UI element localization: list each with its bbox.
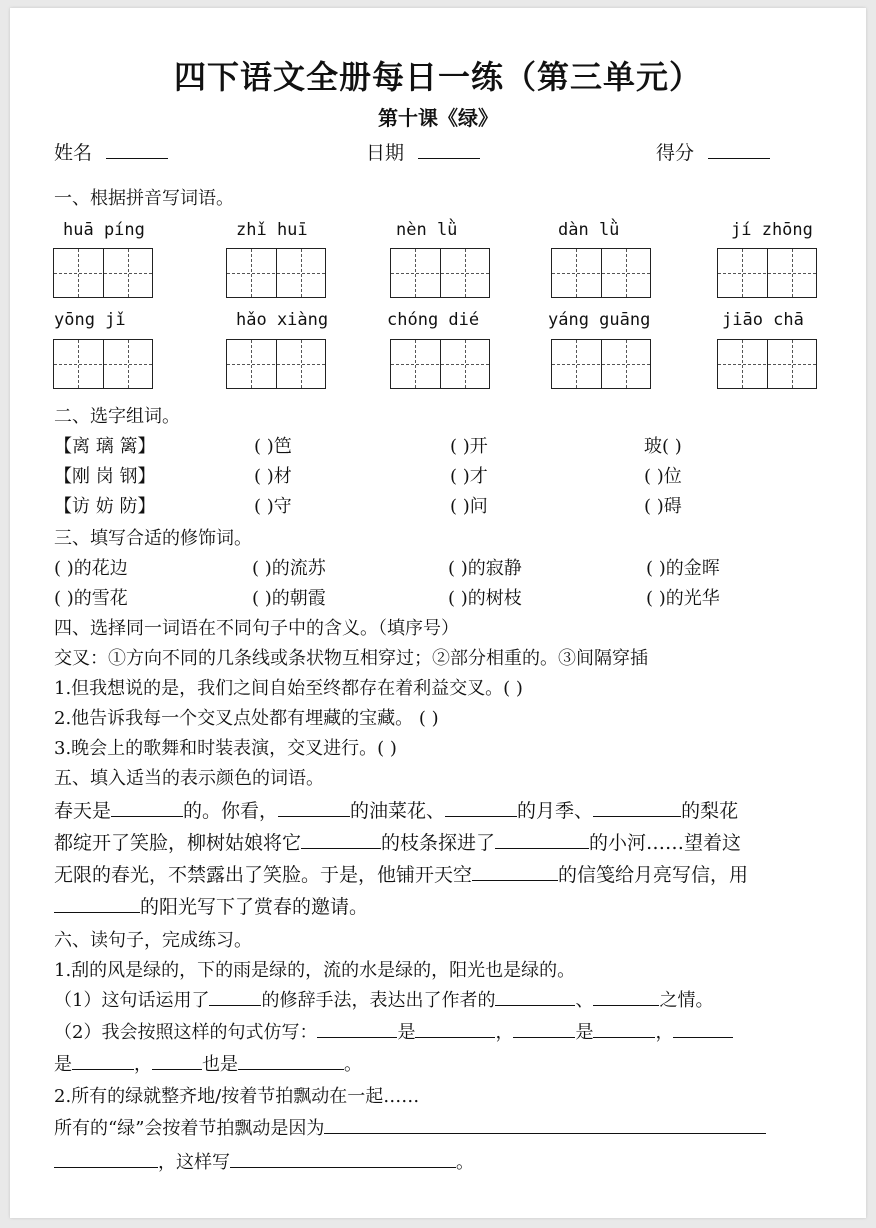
word-blank[interactable]: ( )材 (254, 466, 292, 487)
passage-text: 都绽开了笑脸，柳树姑娘将它 (54, 832, 302, 854)
passage-text: 的油菜花、 (350, 800, 446, 822)
pinyin-label: dàn lǜ (558, 220, 620, 240)
effect-blank[interactable] (230, 1149, 456, 1168)
writing-grid[interactable] (551, 248, 651, 298)
modifier-blank[interactable]: ( )的树枝 (448, 588, 522, 609)
modifier-blank[interactable]: ( )的光华 (646, 588, 720, 609)
sentence-text: 1.刮的风是绿的，下的雨是绿的，流的水是绿的，阳光也是绿的。 (54, 960, 576, 981)
word-blank[interactable]: ( )守 (254, 496, 292, 517)
writing-grid[interactable] (717, 248, 817, 298)
question-text: 也是 (202, 1054, 238, 1075)
date-label: 日期 (366, 142, 405, 164)
writing-grid[interactable] (717, 339, 817, 389)
imitation-blank[interactable] (317, 1019, 397, 1038)
question-text: ， (655, 1022, 674, 1043)
pinyin-label: jí zhōng (731, 220, 813, 240)
word-blank[interactable]: ( )开 (450, 436, 488, 457)
question-line (54, 1018, 733, 1044)
word-blank[interactable]: ( )碍 (644, 496, 682, 517)
question-text: ，这样写 (158, 1152, 230, 1173)
question-text: 是 (397, 1022, 416, 1043)
writing-grid[interactable] (53, 248, 153, 298)
imitation-blank[interactable] (238, 1051, 344, 1070)
passage-text: 的信笺给月亮写信，用 (558, 864, 749, 886)
pinyin-label: hǎo xiàng (236, 310, 329, 330)
color-blank[interactable] (54, 894, 140, 913)
question-item[interactable]: 3.晚会上的歌舞和时装表演，交叉进行。( ) (54, 738, 397, 759)
question-line (54, 1148, 474, 1174)
passage-text: 春天是 (54, 800, 112, 822)
word-blank[interactable]: ( )笆 (254, 436, 292, 457)
color-blank[interactable] (278, 798, 350, 817)
question-text: 所有的“绿”会按着节拍飘动是因为 (54, 1118, 325, 1139)
question-text: ， (495, 1022, 514, 1043)
imitation-blank[interactable] (673, 1019, 733, 1038)
date-blank[interactable] (418, 140, 480, 159)
name-label: 姓名 (54, 142, 93, 164)
modifier-blank[interactable]: ( )的花边 (54, 558, 128, 579)
question-text: 是 (54, 1054, 72, 1075)
lesson-subtitle: 第十课《绿》 (378, 106, 498, 130)
section-2-heading: 二、选字组词。 (54, 406, 180, 427)
pinyin-label: chóng dié (387, 310, 480, 330)
sentence-text: 2.所有的绿就整齐地/按着节拍飘动在一起…… (54, 1086, 420, 1107)
emotion-blank[interactable] (495, 987, 575, 1006)
modifier-blank[interactable]: ( )的朝霞 (252, 588, 326, 609)
color-blank[interactable] (111, 798, 183, 817)
passage-text: 的枝条探进了 (381, 832, 496, 854)
modifier-blank[interactable]: ( )的雪花 (54, 588, 128, 609)
score-blank[interactable] (708, 140, 770, 159)
char-group: 【离 璃 篱】 (54, 436, 156, 457)
word-blank[interactable]: ( )才 (450, 466, 488, 487)
color-blank[interactable] (445, 798, 517, 817)
imitation-blank[interactable] (415, 1019, 495, 1038)
writing-grid[interactable] (390, 248, 490, 298)
section-3-heading: 三、填写合适的修饰词。 (54, 528, 252, 549)
score-label: 得分 (656, 142, 695, 164)
date-field (366, 138, 480, 165)
color-blank[interactable] (301, 830, 381, 849)
section-5-heading: 五、填入适当的表示颜色的词语。 (54, 768, 324, 789)
writing-grid[interactable] (390, 339, 490, 389)
reason-blank[interactable] (54, 1149, 158, 1168)
char-group: 【刚 岗 钢】 (54, 466, 156, 487)
question-item[interactable]: 2.他告诉我每一个交叉点处都有埋藏的宝藏。 ( ) (54, 708, 439, 729)
color-passage-line (54, 892, 368, 919)
question-text: 。 (344, 1054, 362, 1075)
pinyin-label: yáng guāng (548, 310, 651, 330)
pinyin-label: zhǐ huī (236, 220, 308, 240)
question-text: （1）这句话运用了 (54, 990, 210, 1011)
question-line (54, 1114, 766, 1140)
color-passage-line (54, 828, 741, 855)
imitation-blank[interactable] (593, 1019, 655, 1038)
passage-text: 无限的春光，不禁露出了笑脸。于是，他铺开天空 (54, 864, 473, 886)
worksheet-page (10, 8, 866, 1218)
passage-text: 的阳光写下了赏春的邀请。 (140, 896, 369, 918)
passage-text: 的梨花 (681, 800, 739, 822)
passage-text: 的月季、 (517, 800, 594, 822)
color-blank[interactable] (495, 830, 589, 849)
word-blank[interactable]: 玻( ) (644, 436, 682, 457)
section-1-heading: 一、根据拼音写词语。 (54, 188, 234, 209)
color-passage-line (54, 796, 738, 823)
imitation-blank[interactable] (513, 1019, 575, 1038)
question-text: ， (134, 1054, 152, 1075)
emotion-blank[interactable] (593, 987, 659, 1006)
modifier-blank[interactable]: ( )的流苏 (252, 558, 326, 579)
modifier-blank[interactable]: ( )的金晖 (646, 558, 720, 579)
pinyin-label: nèn lǜ (396, 220, 458, 240)
question-text: 。 (456, 1152, 474, 1173)
question-text: 、 (575, 990, 594, 1011)
imitation-blank[interactable] (152, 1051, 202, 1070)
writing-grid[interactable] (226, 339, 326, 389)
word-blank[interactable]: ( )问 (450, 496, 488, 517)
passage-text: 的。你看， (183, 800, 279, 822)
pinyin-label: yōng jǐ (54, 310, 126, 330)
char-group: 【访 妨 防】 (54, 496, 156, 517)
writing-grid[interactable] (53, 339, 153, 389)
pinyin-label: jiāo chā (722, 310, 804, 330)
question-text: 之情。 (659, 990, 714, 1011)
question-text: 是 (575, 1022, 594, 1043)
question-text: （2）我会按照这样的句式仿写： (54, 1022, 318, 1043)
definition-text: 交叉：①方向不同的几条线或条状物互相穿过；②部分相重的。③间隔穿插 (54, 648, 648, 669)
color-blank[interactable] (593, 798, 681, 817)
writing-grid[interactable] (226, 248, 326, 298)
question-line (54, 986, 713, 1012)
name-blank[interactable] (106, 140, 168, 159)
word-blank[interactable]: ( )位 (644, 466, 682, 487)
passage-text: 的小河……望着这 (589, 832, 742, 854)
color-passage-line (54, 860, 748, 887)
section-6-heading: 六、读句子，完成练习。 (54, 930, 252, 951)
imitation-blank[interactable] (72, 1051, 134, 1070)
page-title: 四下语文全册每日一练（第三单元） (173, 58, 702, 96)
question-item[interactable]: 1.但我想说的是，我们之间自始至终都存在着利益交叉。( ) (54, 678, 523, 699)
color-blank[interactable] (472, 862, 558, 881)
reason-blank[interactable] (324, 1115, 766, 1134)
modifier-blank[interactable]: ( )的寂静 (448, 558, 522, 579)
question-line (54, 1050, 362, 1076)
writing-grid[interactable] (551, 339, 651, 389)
rhetoric-blank[interactable] (209, 987, 261, 1006)
section-4-heading: 四、选择同一词语在不同句子中的含义。（填序号） (54, 618, 459, 639)
score-field (656, 138, 770, 165)
question-text: 的修辞手法，表达出了作者的 (261, 990, 496, 1011)
name-field (54, 138, 168, 165)
pinyin-label: huā píng (63, 220, 145, 240)
